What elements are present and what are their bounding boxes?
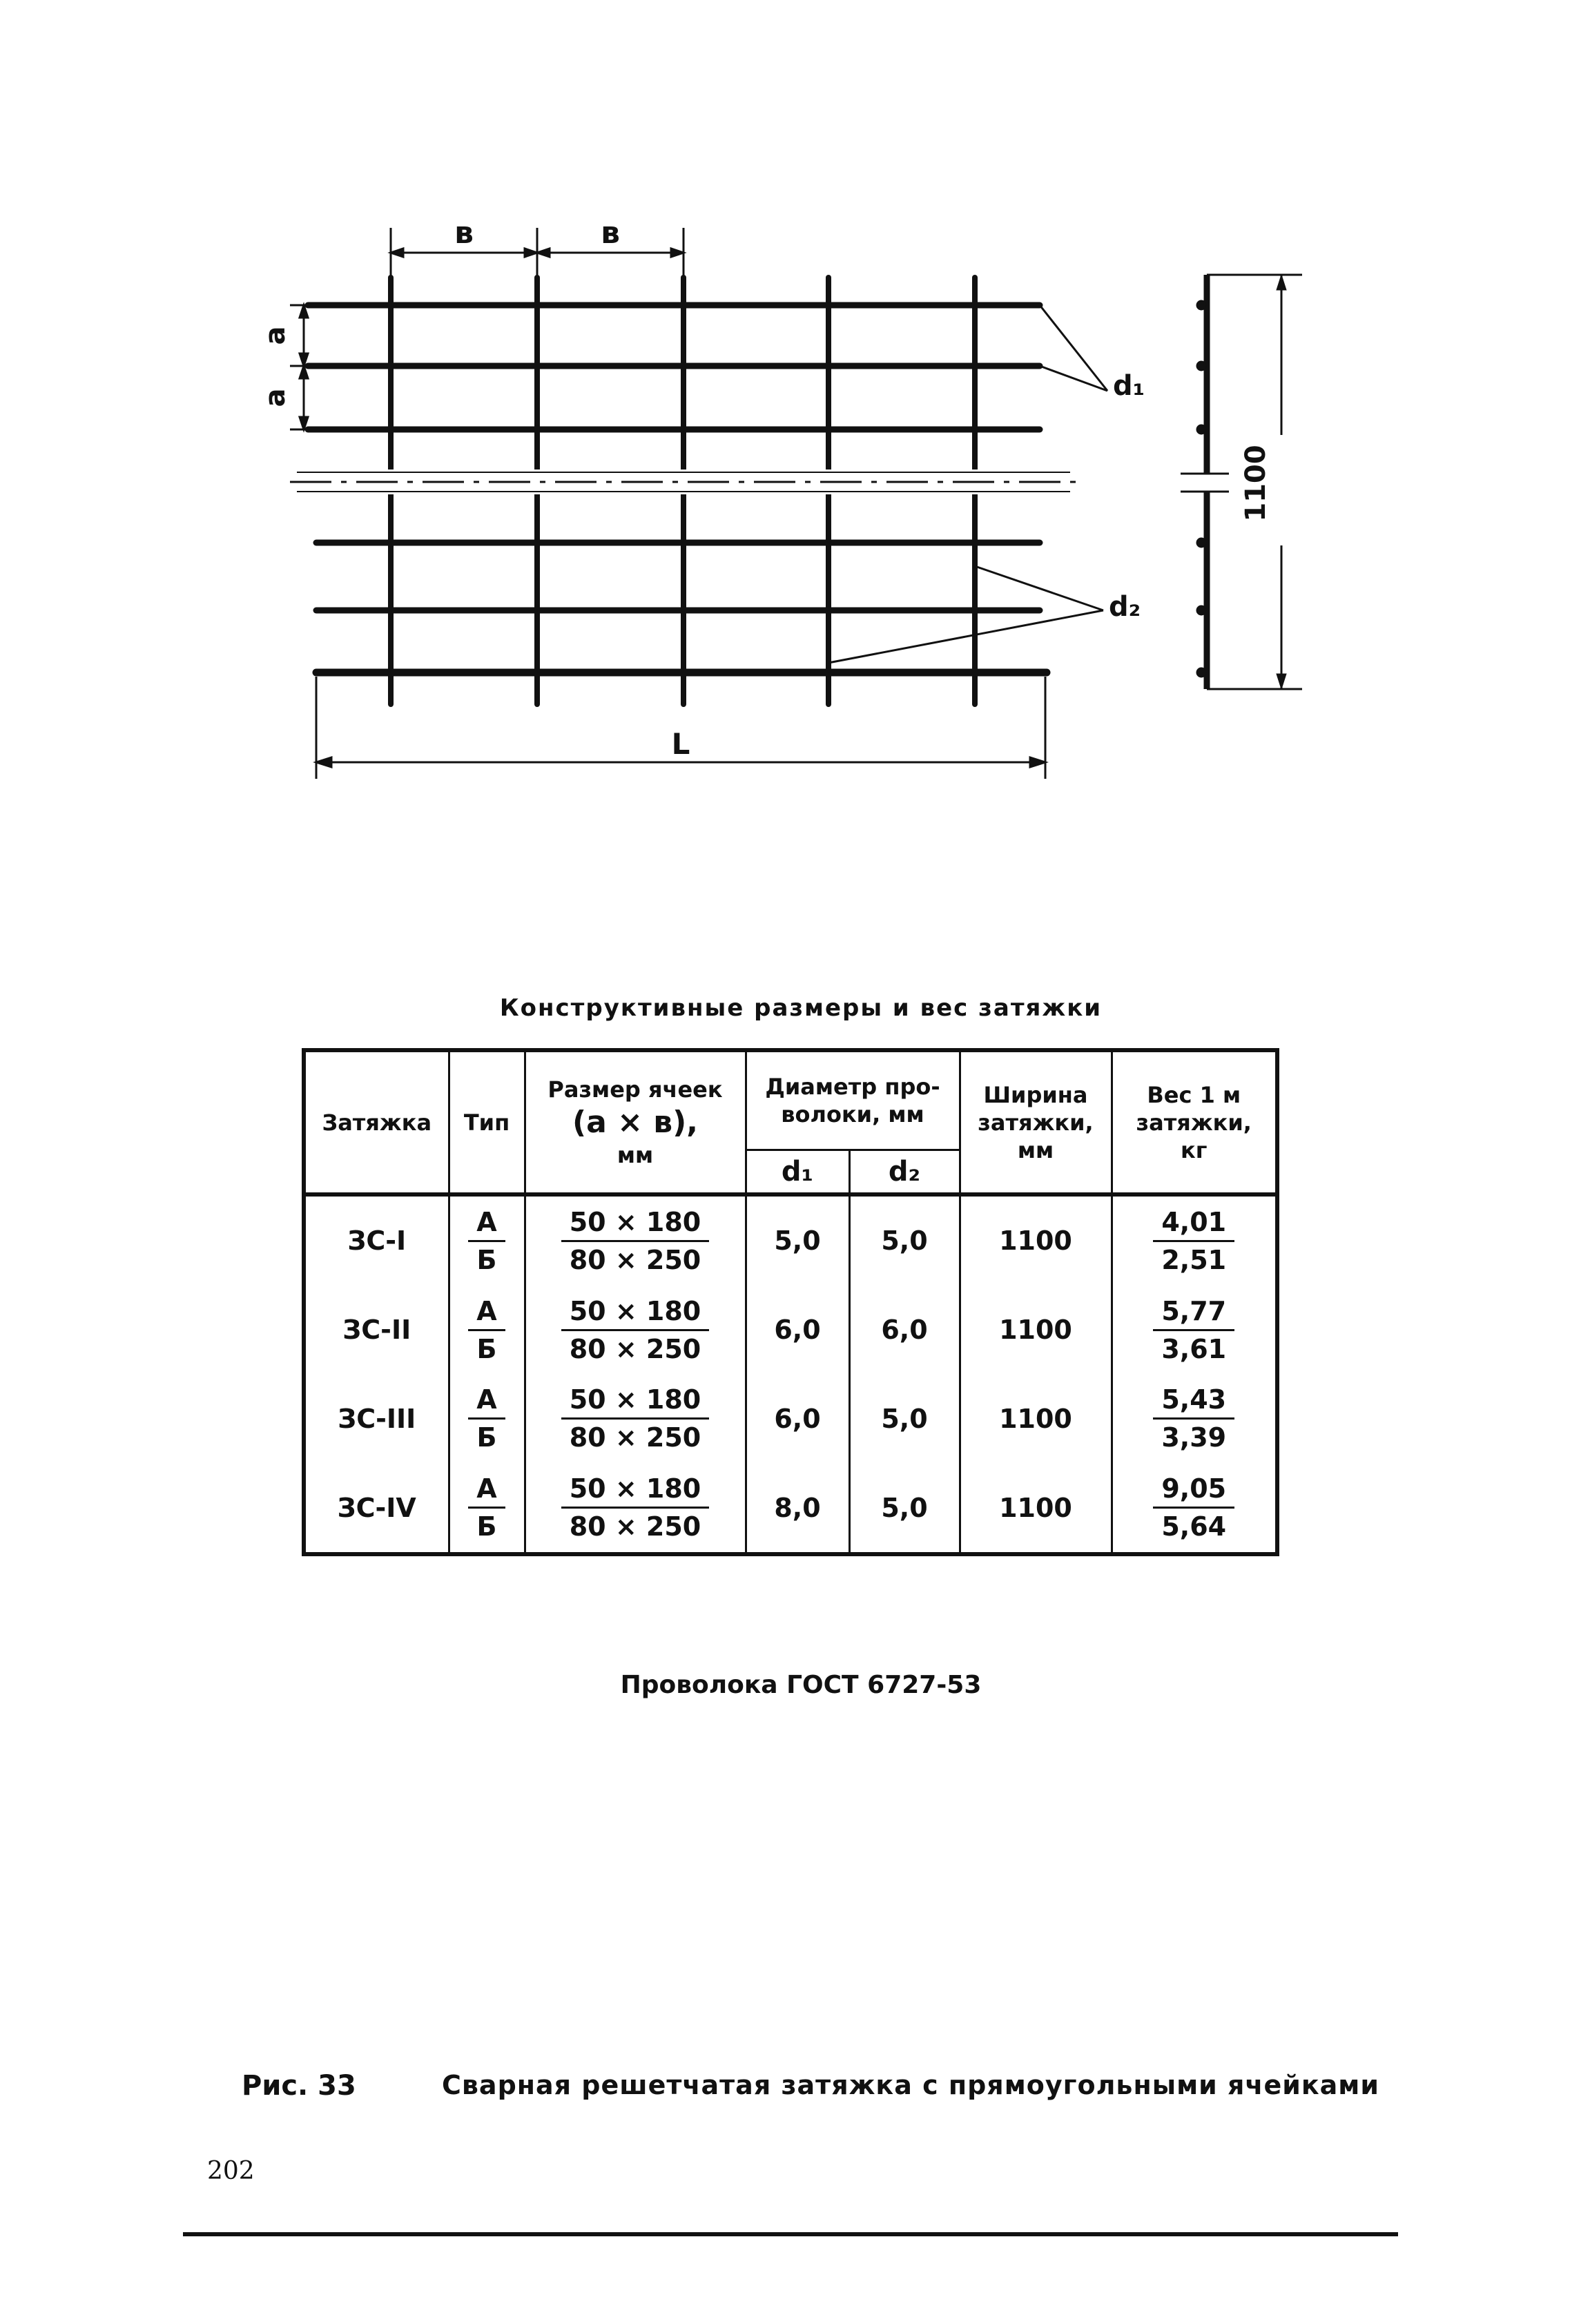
tie-weight	[1112, 1286, 1277, 1375]
figure-number: Рис. 33	[242, 2070, 356, 2102]
diameter-d1: 5,0	[746, 1194, 849, 1286]
diameter-d2: 5,0	[849, 1194, 960, 1286]
header-d1: d₁	[746, 1150, 849, 1195]
header-wire-diameter: Диаметр про- волоки, мм	[746, 1050, 960, 1150]
cell-size	[525, 1463, 746, 1554]
tie-type	[449, 1286, 525, 1375]
diameter-d2: 6,0	[849, 1286, 960, 1375]
size-b: 80 × 250	[569, 1244, 701, 1275]
tie-type	[449, 1463, 525, 1554]
diameter-d1: 6,0	[746, 1374, 849, 1463]
size-b: 80 × 250	[569, 1333, 701, 1364]
tie-type	[449, 1374, 525, 1463]
weight-a: 5,43	[1153, 1384, 1234, 1420]
tie-name: ЗС-III	[304, 1374, 449, 1463]
cell-width-label: в	[601, 215, 620, 251]
table-title: Конструктивные размеры и вес затяжки	[499, 994, 1103, 1022]
size-b: 80 × 250	[569, 1422, 701, 1453]
weight-a: 5,77	[1153, 1296, 1234, 1331]
cell-height-label: а	[260, 326, 291, 345]
tie-width: 1100	[960, 1194, 1112, 1286]
table-row	[304, 1194, 1277, 1286]
size-a: 50 × 180	[561, 1207, 710, 1242]
tie-weight	[1112, 1194, 1277, 1286]
table-row	[304, 1374, 1277, 1463]
cell-height-label: а	[260, 388, 291, 407]
type-a: А	[468, 1473, 505, 1509]
tie-name: ЗС-IV	[304, 1463, 449, 1554]
wire-label-d2: d₂	[1109, 591, 1141, 623]
header-d2: d₂	[849, 1150, 960, 1195]
weight-b: 2,51	[1161, 1244, 1227, 1275]
tie-name: ЗС-I	[304, 1194, 449, 1286]
weight-b: 3,61	[1161, 1333, 1227, 1364]
cell-size	[525, 1194, 746, 1286]
diameter-d2: 5,0	[849, 1374, 960, 1463]
weight-a: 9,05	[1153, 1473, 1234, 1509]
header-tie: Затяжка	[304, 1050, 449, 1194]
page-number: 202	[207, 2157, 255, 2185]
header-type: Тип	[449, 1050, 525, 1194]
type-b: Б	[476, 1511, 497, 1542]
table-row	[304, 1463, 1277, 1554]
size-a: 50 × 180	[561, 1296, 710, 1331]
size-a: 50 × 180	[561, 1384, 710, 1420]
diameter-d1: 6,0	[746, 1286, 849, 1375]
cell-size	[525, 1286, 746, 1375]
wire-note: Проволока ГОСТ 6727-53	[620, 1671, 982, 1699]
tie-weight	[1112, 1374, 1277, 1463]
diameter-d1: 8,0	[746, 1463, 849, 1554]
size-b: 80 × 250	[569, 1511, 701, 1542]
wire-label-d1: d₁	[1113, 370, 1145, 402]
header-cell-size: Размер ячеек (а × в), мм	[525, 1050, 746, 1194]
cell-width-label: в	[454, 215, 474, 251]
page-rule	[183, 2232, 1398, 2236]
tie-width: 1100	[960, 1463, 1112, 1554]
type-b: Б	[476, 1244, 497, 1275]
tie-weight	[1112, 1463, 1277, 1554]
type-a: А	[468, 1296, 505, 1331]
weight-a: 4,01	[1153, 1207, 1234, 1242]
type-a: А	[468, 1384, 505, 1420]
tie-type	[449, 1194, 525, 1286]
weight-b: 3,39	[1161, 1422, 1227, 1453]
diameter-d2: 5,0	[849, 1463, 960, 1554]
type-a: А	[468, 1207, 505, 1242]
weight-b: 5,64	[1161, 1511, 1227, 1542]
mesh-drawing	[0, 0, 1590, 829]
tie-width: 1100	[960, 1286, 1112, 1375]
cell-size	[525, 1374, 746, 1463]
type-b: Б	[476, 1422, 497, 1453]
figure-caption: Сварная решетчатая затяжка с прямоугольными ячейками	[442, 2070, 1379, 2100]
tie-width: 1100	[960, 1374, 1112, 1463]
type-b: Б	[476, 1333, 497, 1364]
width-label: 1100	[1240, 445, 1272, 522]
table-row	[304, 1286, 1277, 1375]
spec-table	[302, 1048, 1279, 1556]
tie-name: ЗС-II	[304, 1286, 449, 1375]
size-a: 50 × 180	[561, 1473, 710, 1509]
length-label: L	[671, 727, 690, 761]
header-tie-width: Ширина затяжки, мм	[960, 1050, 1112, 1194]
header-weight: Вес 1 м затяжки, кг	[1112, 1050, 1277, 1194]
